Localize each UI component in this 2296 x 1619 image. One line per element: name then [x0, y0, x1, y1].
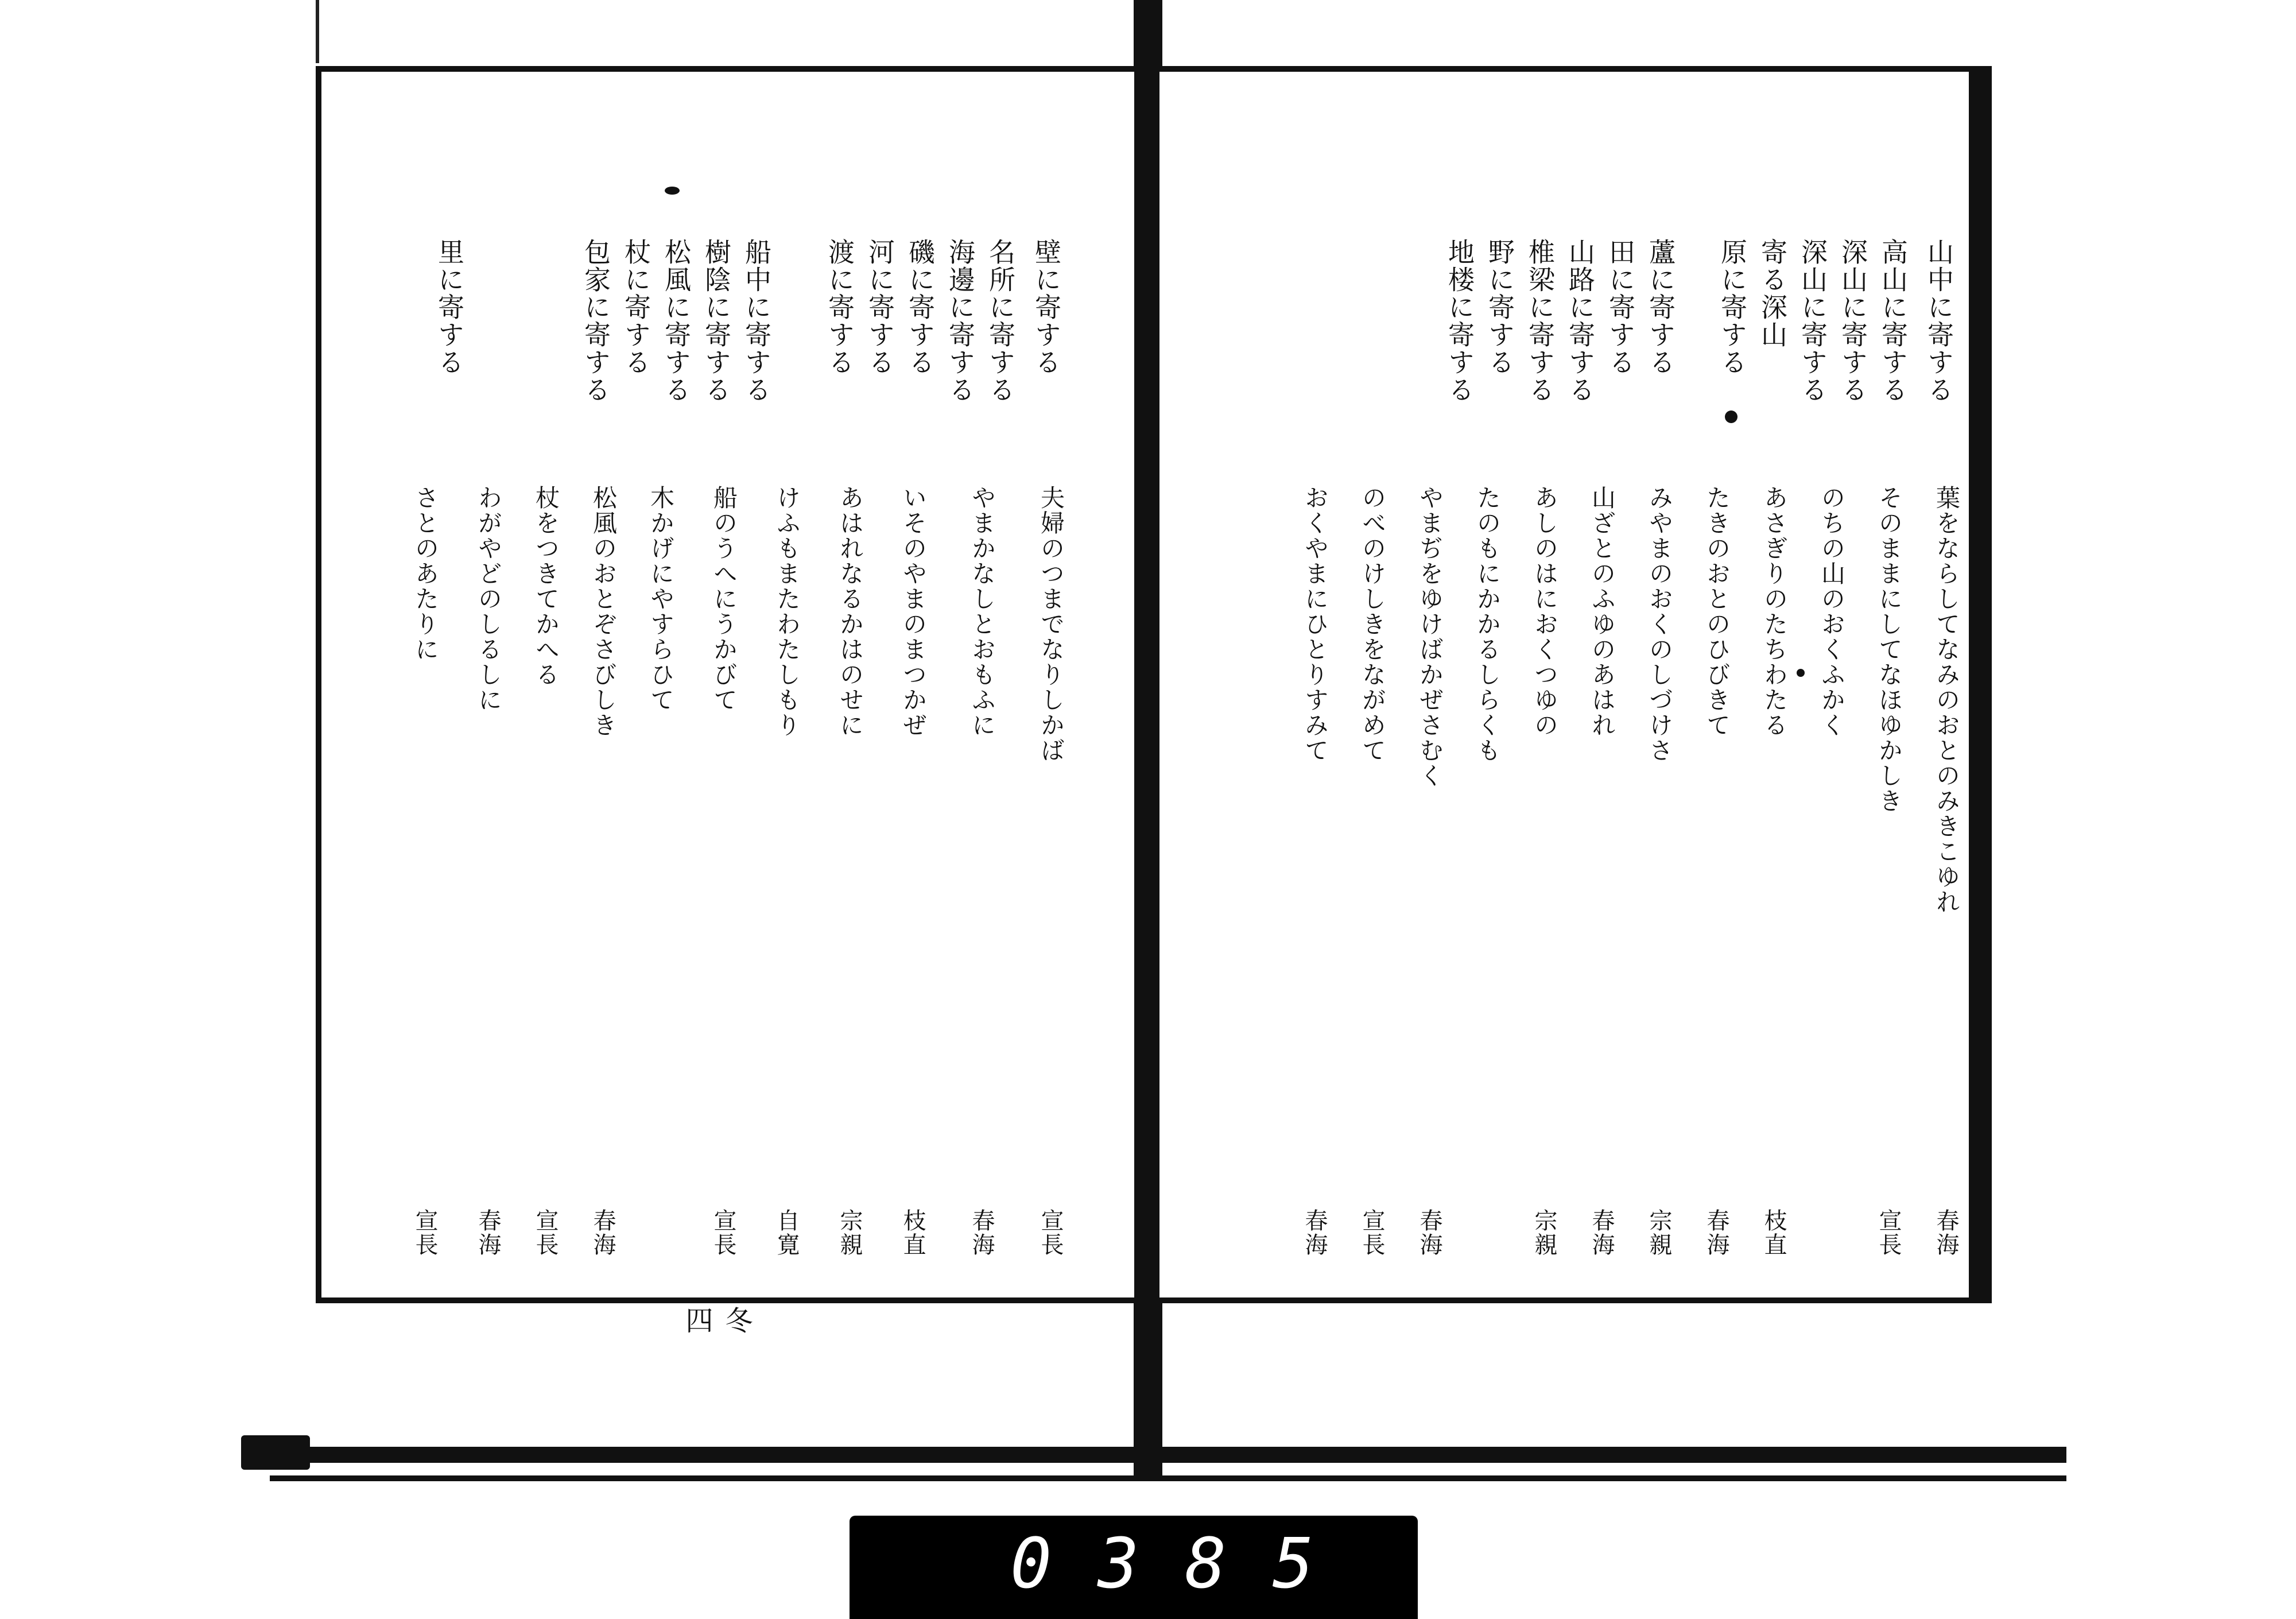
right-page: [1154, 66, 1992, 1303]
poem-author: 宗親: [836, 1209, 863, 1257]
poem-author: 春海: [1416, 1209, 1442, 1257]
poem-title: 深山に寄する: [1797, 238, 1828, 404]
poem-author: 宣長: [1875, 1209, 1902, 1257]
poem-author: 春海: [968, 1209, 995, 1257]
poem-verse: そのままにしてなほゆかしき: [1875, 485, 1903, 814]
poem-title: 野に寄する: [1484, 238, 1515, 376]
poem-title: 河に寄する: [864, 238, 895, 376]
poem-author: 春海: [1933, 1209, 1959, 1257]
page-bottom-edge: [270, 1447, 2066, 1463]
poem-title: 包家に寄する: [580, 238, 611, 404]
poem-title: 名所に寄する: [985, 238, 1016, 404]
poem-verse: 山ざとのふゆのあはれ: [1588, 485, 1616, 738]
poem-verse: 杖をつきてかへる: [532, 485, 560, 687]
poem-verse: あしのはにおくつゆの: [1531, 485, 1559, 738]
poem-author: 春海: [475, 1209, 501, 1257]
ink-spot: [665, 187, 680, 195]
poem-verse: 松風のおとぞさびしき: [589, 485, 618, 738]
poem-title: 杖に寄する: [620, 238, 651, 376]
poem-verse: 夫婦のつまでなりしかば: [1037, 485, 1065, 763]
poem-author: 枝直: [1760, 1209, 1787, 1257]
poem-title: 壁に寄する: [1031, 238, 1062, 376]
poem-author: 宣長: [1037, 1209, 1064, 1257]
poem-author: 宗親: [1646, 1209, 1672, 1257]
poem-verse: さとのあたりに: [412, 485, 440, 662]
poem-verse: 木かげにやすらひて: [647, 485, 675, 712]
poem-title: 田に寄する: [1605, 238, 1636, 376]
poem-verse: 船のうへにうかびて: [710, 485, 738, 712]
poem-verse: みやまのおくのしづけさ: [1646, 485, 1674, 763]
ink-spot: [1797, 669, 1805, 677]
poem-title: 松風に寄する: [661, 238, 692, 404]
poem-author: 春海: [1703, 1209, 1729, 1257]
poem-title: 山中に寄する: [1923, 238, 1954, 404]
page-bottom-edge-2: [270, 1475, 2066, 1481]
poem-title: 地楼に寄する: [1444, 238, 1475, 404]
poem-author: 春海: [1588, 1209, 1615, 1257]
poem-verse: あはれなるかはのせに: [836, 485, 864, 738]
poem-author: 宣長: [412, 1209, 438, 1257]
poem-title: 椎梁に寄する: [1525, 238, 1556, 404]
poem-title: 樹陰に寄する: [701, 238, 732, 404]
poem-title: 山路に寄する: [1565, 238, 1596, 404]
poem-author: 宗親: [1531, 1209, 1557, 1257]
poem-author: 春海: [589, 1209, 616, 1257]
poem-author: 自寛: [773, 1209, 800, 1257]
poem-verse: いそのやまのまつかぜ: [899, 485, 928, 738]
poem-title: 原に寄する: [1717, 238, 1748, 376]
poem-verse: たのもにかかるしらくも: [1473, 485, 1502, 763]
left-page: [316, 66, 1142, 1334]
poem-verse: わがやどのしるしに: [475, 485, 503, 712]
poem-title: 船中に寄する: [741, 238, 772, 404]
ink-spot: [1725, 410, 1737, 423]
poem-author: 宣長: [710, 1209, 736, 1257]
poem-author: 枝直: [899, 1209, 926, 1257]
poem-verse: のべのけしきをながめて: [1359, 485, 1387, 763]
poem-verse: 葉をならしてなみのおとのみきこゆれ: [1933, 485, 1961, 915]
page-mark: 冬四: [681, 1306, 753, 1334]
poem-author: 宣長: [1359, 1209, 1385, 1257]
poem-verse: やまぢをゆけばかぜさむく: [1416, 485, 1444, 788]
poem-author: 春海: [1301, 1209, 1328, 1257]
poem-title: 深山に寄する: [1837, 238, 1868, 404]
frame-counter: 0385: [1010, 1524, 1360, 1604]
poem-title: 高山に寄する: [1878, 238, 1909, 404]
poem-author: 宣長: [532, 1209, 559, 1257]
poem-title: 海邊に寄する: [945, 238, 976, 404]
poem-verse: やまかなしとおもふに: [968, 485, 996, 738]
poem-verse: おくやまにひとりすみて: [1301, 485, 1329, 763]
poem-verse: けふもまたわたしもり: [773, 485, 801, 738]
poem-verse: あさぎりのたちわたる: [1760, 485, 1789, 738]
poem-title: 渡に寄する: [824, 238, 855, 376]
poem-verse: たきのおとのひびきて: [1703, 485, 1731, 738]
poem-title: 里に寄する: [434, 238, 465, 376]
poem-verse: のちの山のおくふかく: [1818, 485, 1846, 738]
poem-title: 寄る深山: [1757, 238, 1788, 348]
poem-title: 磯に寄する: [905, 238, 936, 376]
poem-title: 蘆に寄する: [1645, 238, 1676, 376]
